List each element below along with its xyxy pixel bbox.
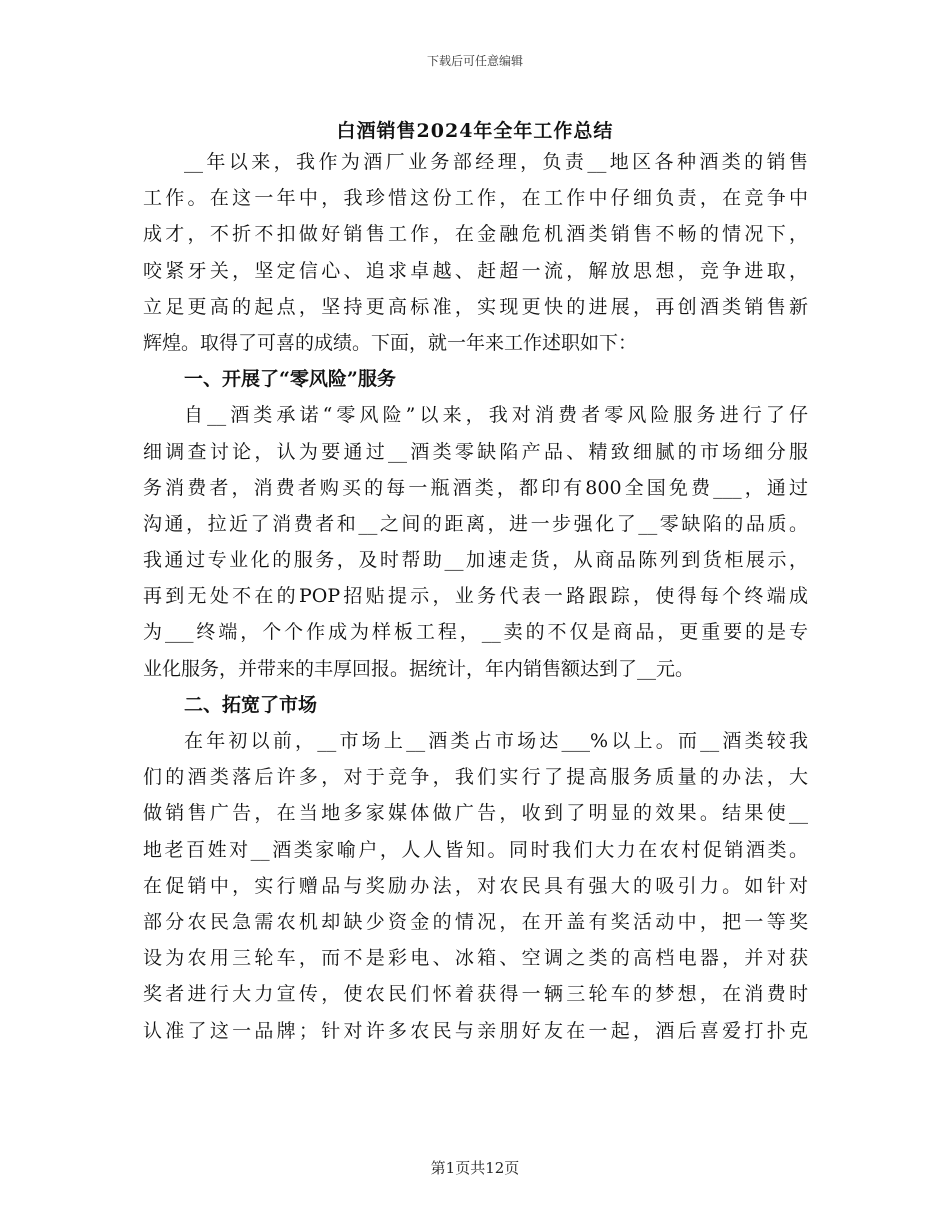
text-line: 做销售广告，在当地多家媒体做广告，收到了明显的效果。结果使__: [143, 802, 808, 825]
text-line: 辉煌。取得了可喜的成绩。下面，就一年来工作述职如下：: [143, 331, 638, 354]
text-line: 部分农民急需农机却缺少资金的情况，在开盖有奖活动中，把一等奖: [143, 910, 808, 933]
document-title: 白酒销售2024年全年工作总结: [336, 120, 614, 142]
text-line: 细调查讨论，认为要通过__酒类零缺陷产品、精致细腻的市场细分服: [143, 440, 808, 463]
text-line: 我通过专业化的服务，及时帮助__加速走货，从商品陈列到货柜展示，: [143, 549, 808, 572]
download-note: 下载后可任意编辑: [426, 54, 523, 68]
text-line: 咬紧牙关，坚定信心、追求卓越、赶超一流，解放思想，竞争进取，: [143, 259, 808, 282]
text-line: 在年初以前，__市场上__酒类占市场达___%以上。而__酒类较我: [184, 730, 808, 752]
section-heading: 一、开展了“零风险”服务: [184, 368, 396, 391]
text-line: 自__酒类承诺“零风险”以来，我对消费者零风险服务进行了仔: [184, 404, 808, 427]
text-line: 工作。在这一年中，我珍惜这份工作，在工作中仔细负责，在竞争中: [143, 187, 808, 210]
document-body: [143, 144, 808, 1049]
text-line: 立足更高的起点，坚持更高标准，实现更快的进展，再创酒类销售新: [143, 295, 808, 318]
text-line: __年以来，我作为酒厂业务部经理，负责__地区各种酒类的销售: [184, 151, 808, 173]
text-line: 务消费者，消费者购买的每一瓶酒类，都印有800全国免费___，通过: [143, 476, 808, 499]
text-line: 业化服务，并带来的丰厚回报。据统计，年内销售额达到了__元。: [143, 657, 695, 680]
text-line: 认准了这一品牌；针对许多农民与亲朋好友在一起，酒后喜爱打扑克: [143, 1019, 808, 1042]
text-line: 地老百姓对__酒类家喻户，人人皆知。同时我们大力在农村促销酒类。: [143, 838, 808, 861]
text-line: 们的酒类落后许多，对于竞争，我们实行了提高服务质量的办法，大: [143, 766, 808, 789]
text-line: 成才，不折不扣做好销售工作，在金融危机酒类销售不畅的情况下，: [143, 223, 808, 246]
page-number: 第1页共12页: [430, 1159, 520, 1177]
text-line: 设为农用三轮车，而不是彩电、冰箱、空调之类的高档电器，并对获: [143, 947, 808, 970]
text-line: 沟通，拉近了消费者和__之间的距离，进一步强化了__零缺陷的品质。: [143, 512, 808, 535]
text-line: 奖者进行大力宣传，使农民们怀着获得一辆三轮车的梦想，在消费时: [143, 983, 808, 1006]
text-line: 为___终端，个个作成为样板工程，__卖的不仅是商品，更重要的是专: [143, 621, 808, 644]
section-heading: 二、拓宽了市场: [184, 693, 318, 716]
text-line: 再到无处不在的POP招贴提示，业务代表一路跟踪，使得每个终端成: [143, 585, 808, 608]
text-line: 在促销中，实行赠品与奖励办法，对农民具有强大的吸引力。如针对: [143, 874, 808, 897]
